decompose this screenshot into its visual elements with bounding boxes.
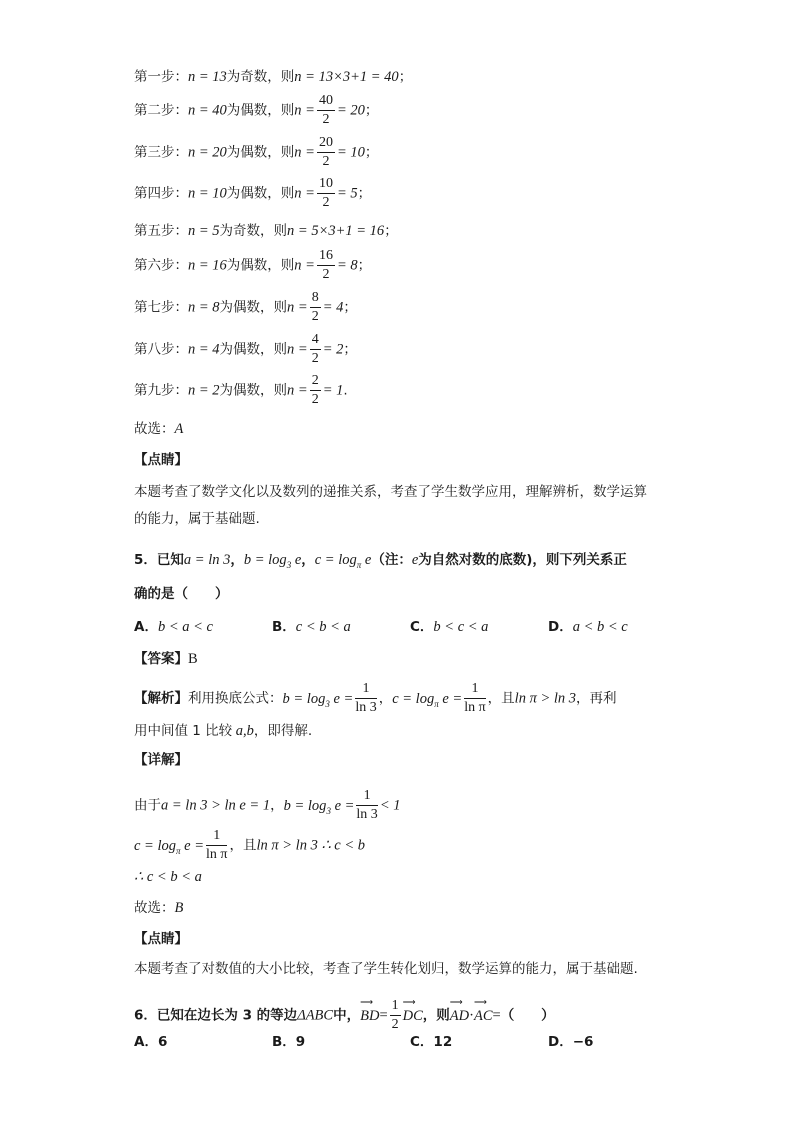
fraction: $\frac{2}{2}$ xyxy=(311,373,319,407)
step-line: 第六步：n = 16为偶数，则n = $\frac{16}{2}$ = 8； xyxy=(134,248,372,282)
q5-detail-line3: ∴ c < b < a xyxy=(134,869,202,885)
step-line: 第三步：n = 20为偶数，则n = $\frac{20}{2}$ = 10； xyxy=(134,135,379,169)
fraction: $\frac{40}{2}$ xyxy=(318,93,333,127)
step-line: 第八步：n = 4为偶数，则n = $\frac{4}{2}$ = 2； xyxy=(134,332,357,366)
option-d: D．a < b < c xyxy=(548,619,628,635)
fraction: $\frac{16}{2}$ xyxy=(318,248,333,282)
fraction: $\frac{1}{2}$ xyxy=(391,998,399,1032)
q5-detail-line2: $c = \log_\pi e$ = $\frac{1}{\text{ln π}}$ ，且ln π > ln 3 ∴ c < b xyxy=(134,828,366,862)
q5-analysis-line2: 用中间值 1 比较 a,b，即得解. xyxy=(134,723,313,739)
option-a: A．6 xyxy=(134,1034,168,1050)
fraction: $\frac{1}{\text{ln π}}$ xyxy=(464,681,486,715)
fraction: $\frac{1}{\text{ln π}}$ xyxy=(206,828,228,862)
q5-stem-line1: 5．已知a = ln 3，$b = \log_3 e$，$c = \log_\pi e$（注：e为自然对数的底数)，则下列关系正 xyxy=(134,552,627,570)
q4-choice-letter: A xyxy=(174,421,184,437)
q5-detail-tag: 【详解】 xyxy=(134,752,188,768)
option-d: D．−6 xyxy=(548,1034,594,1050)
fraction: $\frac{20}{2}$ xyxy=(318,135,333,169)
q5-dianjing-tag: 【点睛】 xyxy=(134,931,188,947)
q5-analysis-line1: 【解析】利用换底公式：$b = \log_3 e$ = $\frac{1}{\ln 3}$ ，$c = \log_\pi e$ = $\frac{1}{\text{ln π}}$ ，且ln π > ln 3，再利 xyxy=(134,681,617,715)
option-c: C．b < c < a xyxy=(410,619,489,635)
vector-dc: ⟶ DC xyxy=(403,1009,423,1024)
q5-stem-line2: 确的是（ ） xyxy=(134,586,229,602)
q5-dianjing-text: 本题考查了对数值的大小比较，考查了学生转化划归，数学运算的能力，属于基础题. xyxy=(134,961,638,977)
step-line: 第九步：n = 2为偶数，则n = $\frac{2}{2}$ = 1. xyxy=(134,373,348,407)
vector-bd: ⟶ BD xyxy=(360,1009,379,1024)
vector-ac: ⟶ AC xyxy=(474,1009,493,1024)
fraction: $\frac{1}{\ln 3}$ xyxy=(356,788,378,822)
step-line: 第二步：n = 40为偶数，则n = $\frac{40}{2}$ = 20； xyxy=(134,93,379,127)
q5-options xyxy=(134,620,674,636)
fraction: $\frac{1}{\ln 3}$ xyxy=(355,681,377,715)
option-c: C．12 xyxy=(410,1034,453,1050)
option-b: B．9 xyxy=(272,1034,306,1050)
step-line: 第一步：n = 13为奇数，则n = 13×3+1 = 40； xyxy=(134,69,413,85)
q4-choice: 故选：A xyxy=(134,421,184,437)
option-a: A．b < a < c xyxy=(134,619,213,635)
q4-dianjing-text: 本题考查了数学文化以及数列的递推关系，考查了学生数学应用，理解辨析，数学运算 的能力，属于基础题. xyxy=(134,484,647,527)
q4-dianjing-tag: 【点睛】 xyxy=(134,452,188,468)
step-line: 第四步：n = 10为偶数，则n = $\frac{10}{2}$ = 5； xyxy=(134,176,372,210)
vector-ad: ⟶ AD xyxy=(450,1009,469,1024)
q6-options xyxy=(134,1036,674,1052)
fraction: $\frac{4}{2}$ xyxy=(311,332,319,366)
fraction: $\frac{8}{2}$ xyxy=(311,290,319,324)
q5-choice: 故选：B xyxy=(134,900,184,916)
q5-answer: 【答案】B xyxy=(134,651,198,667)
q6-stem: 6．已知在边长为 3 的等边ΔABC中，⟶ BD= $\frac{1}{2}$ ⟶ DC，则⟶ AD·⟶ AC=（ ） xyxy=(134,998,555,1033)
fraction: $\frac{10}{2}$ xyxy=(318,176,333,210)
step-line: 第五步：n = 5为奇数，则n = 5×3+1 = 16； xyxy=(134,223,398,239)
step-line: 第七步：n = 8为偶数，则n = $\frac{8}{2}$ = 4； xyxy=(134,290,357,324)
q5-detail-line1: 由于a = ln 3 > ln e = 1，$b = \log_3 e$ = $\frac{1}{\ln 3}$ < 1 xyxy=(134,788,401,822)
option-b: B．c < b < a xyxy=(272,619,351,635)
